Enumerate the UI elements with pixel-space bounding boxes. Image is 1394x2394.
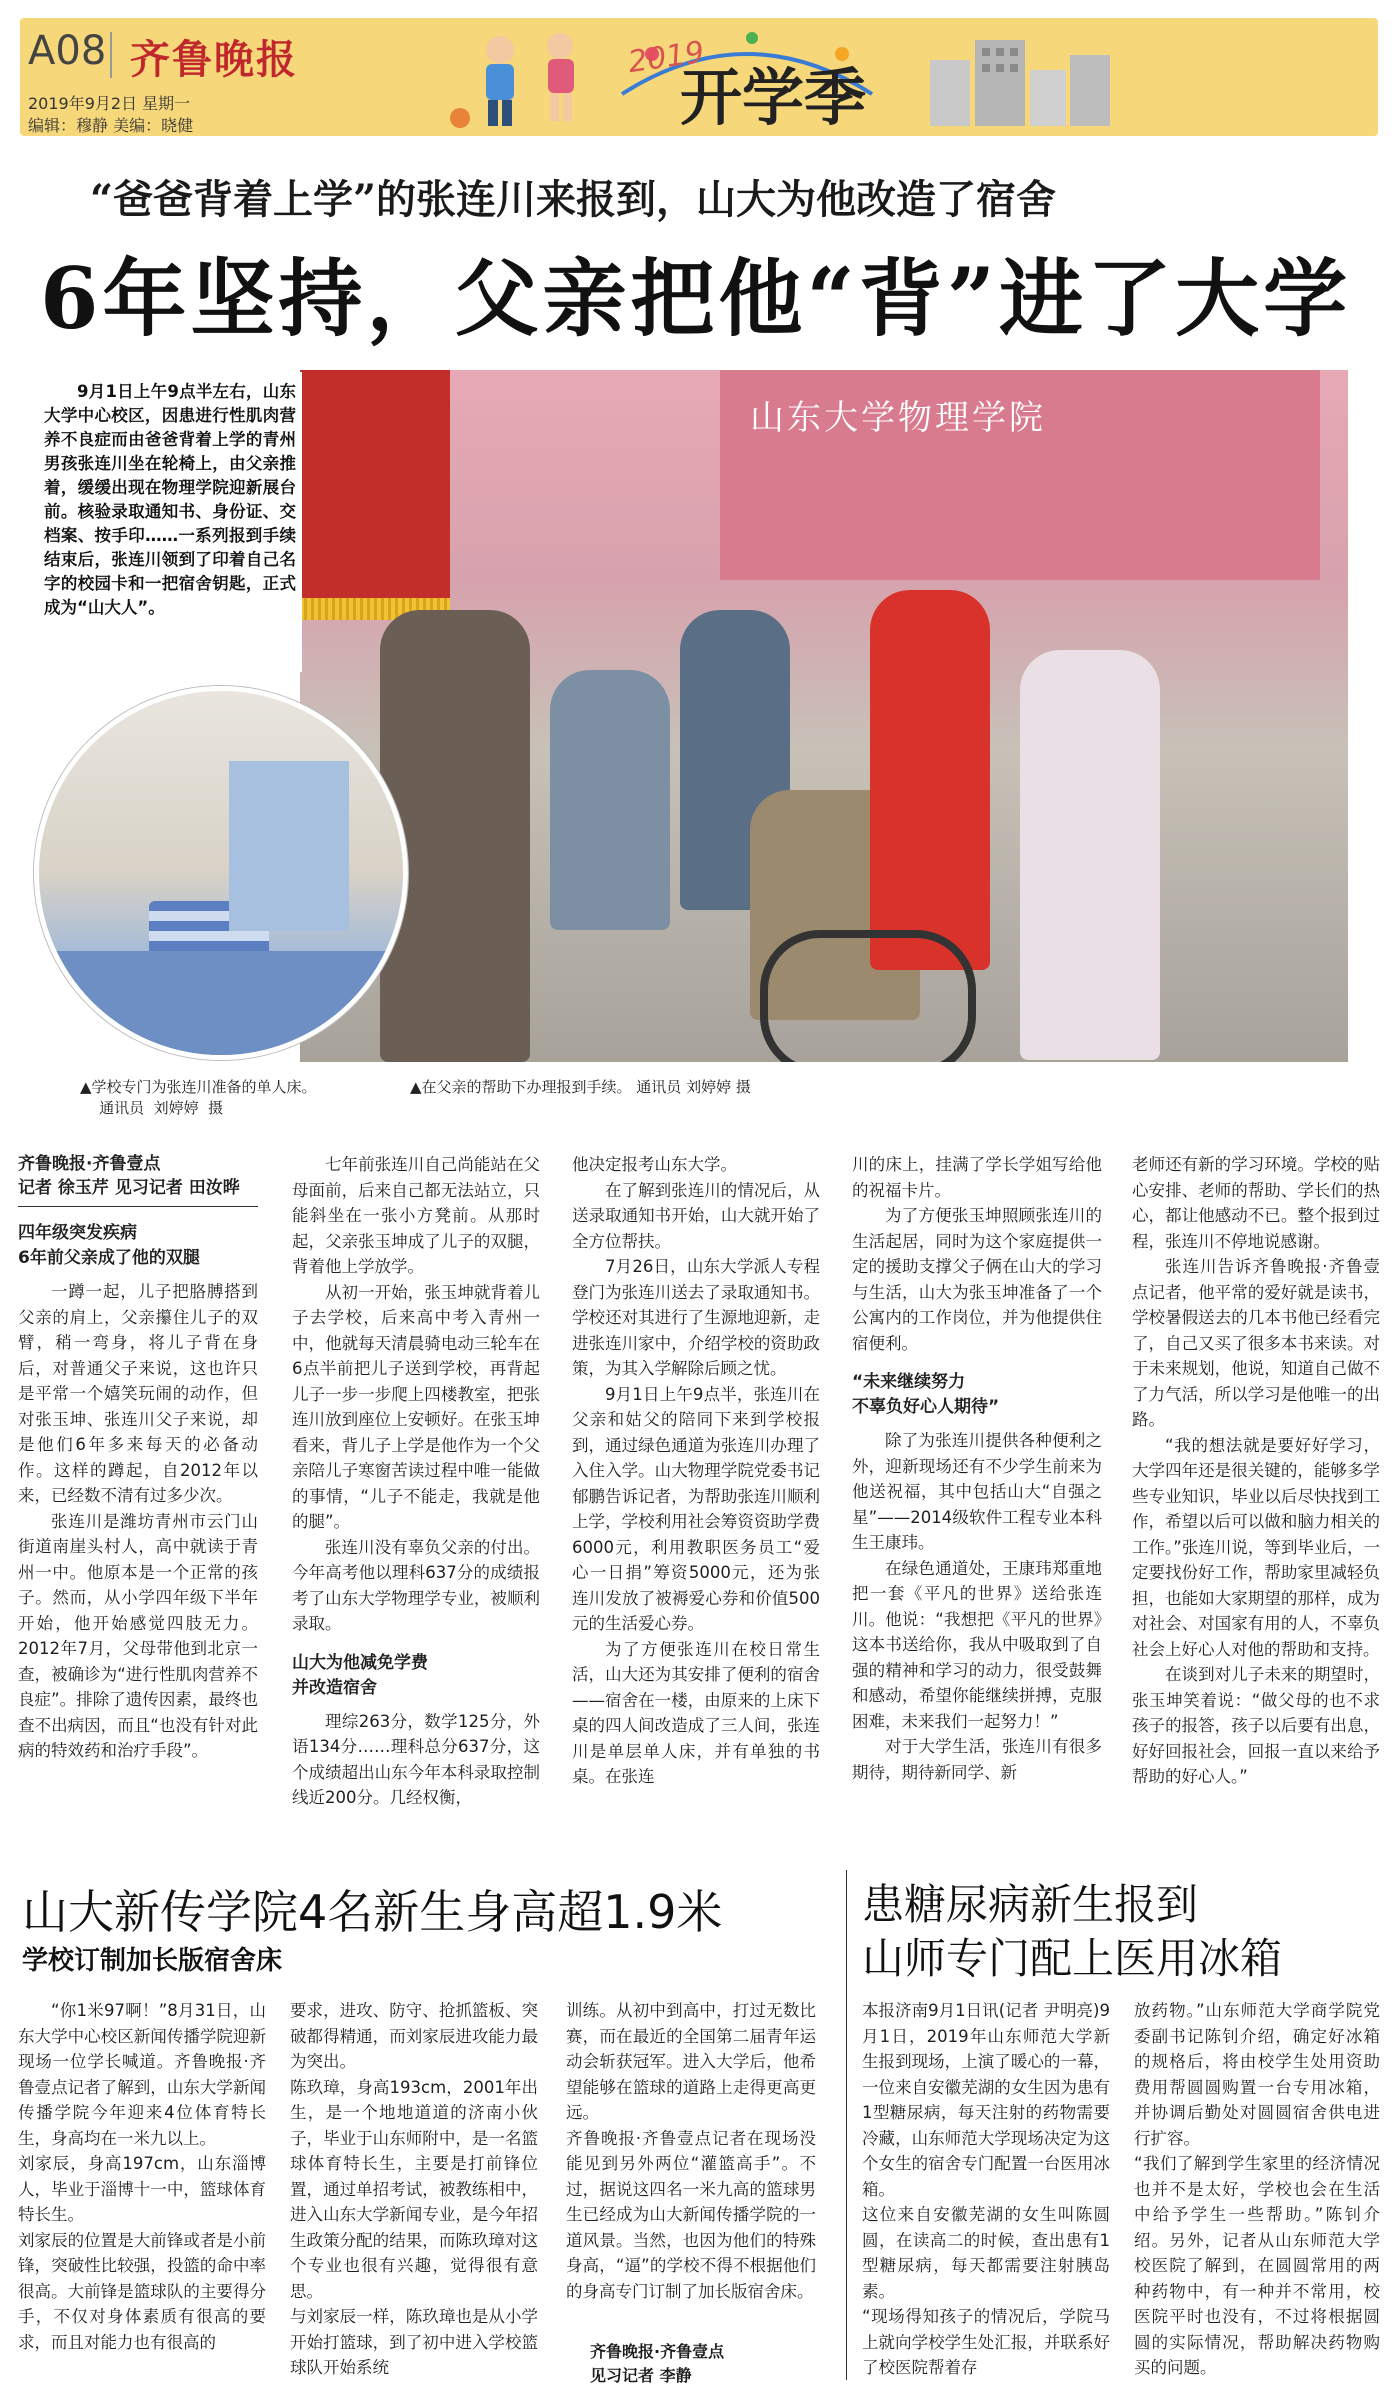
caption-bed-text: ▲学校专门为张连川准备的单人床。 通讯员 刘婷婷 摄 xyxy=(80,1078,317,1117)
body-column-1 xyxy=(18,1152,258,1764)
banner-year: 2019 xyxy=(625,34,707,81)
paragraph-5: 张连川没有辜负父亲的付出。今年高考他以理科637分的成绩报考了山东大学物理学专业，被顺利录取。 xyxy=(292,1537,540,1633)
story3-column-1: 本报济南9月1日讯(记者 尹明亮)9月1日，2019年山东师范大学新生报到现场，上演了暖心的一幕，一位来自安徽芜湖的女生因为患有1型糖尿病，每天注射的药物需要冷藏，山东师范大学现场决定为这个女生的宿舍专门配置一台医用冰箱。 这位来自安徽芜湖的女生叫陈圆圆，在读高二的时候，查出患有1型糖尿病，每天都需要注射胰岛素。 “现场得知孩子的情况后，学院马上就向学校学生处汇报，并联系好了校医院帮着存 xyxy=(862,2001,1110,2377)
byline-org: 齐鲁晚报·齐鲁壹点 xyxy=(18,1154,161,1174)
dorm-bed-photo xyxy=(34,686,408,1060)
story-separator xyxy=(846,1870,847,2380)
caption-registration: ▲在父亲的帮助下办理报到手续。 通讯员 刘婷婷 摄 xyxy=(410,1078,751,1096)
paragraph-19: “我的想法就是要好好学习，大学四年还是很关键的，能够多学些专业知识，毕业以后尽快找到工作，希望以后可以做和脑力相关的工作。”张连川说，等到毕业后，一定要找份好工作，帮助家里减轻负担，也能如大家期望的那样，成为对社会、对国家有用的人，不辜负社会上好心人对他的帮助和支持。 xyxy=(1132,1435,1380,1659)
byline-rule xyxy=(18,1206,258,1207)
page-number: A08 xyxy=(28,28,107,74)
paragraph-20: 在谈到对儿子未来的期望时，张玉坤笑着说：“做父母的也不求孩子的报答，孩子以后要有出息，好好回报社会，回报一直以来给予帮助的好心人。” xyxy=(1132,1665,1380,1786)
masthead-divider xyxy=(110,32,112,78)
story2-headline: 山大新传学院4名新生身高超1.9米 xyxy=(22,1885,723,1939)
editor-line: 编辑：穆静 美编：晓健 xyxy=(28,116,194,135)
person-volunteer-pink xyxy=(1020,650,1160,1060)
paragraph-7: 他决定报考山东大学。 xyxy=(572,1155,737,1174)
photo-backdrop-text: 山东大学物理学院 xyxy=(750,398,1046,438)
person-officer xyxy=(550,670,670,930)
lead-text-box xyxy=(40,372,302,672)
body-column-2 xyxy=(292,1152,540,1811)
story2-column-2: 要求，进攻、防守、抢抓篮板、突破都得精通，而刘家辰进攻能力最为突出。 陈玖璋，身高193cm，2001年出生，是一个地地道道的济南小伙子，毕业于山东师附中，是一名篮球体育特长生，主要是打前锋位置，通过单招考试，被教练相中，进入山东大学新闻专业，是今年招生政策分配的结果，而陈玖璋对这个专业也很有兴趣，觉得很有意思。 与刘家辰一样，陈玖璋也是从小学开始打篮球，到了初中进入学校篮球队开始系统 xyxy=(290,2001,538,2377)
body-column-5 xyxy=(1132,1152,1380,1790)
city-illustration xyxy=(920,30,1120,130)
paragraph-17: 老师还有新的学习环境。学校的贴心安排、老师的帮助、学长们的热心，都让他感动不已。整个报到过程，张连川不停地说感谢。 xyxy=(1132,1155,1380,1251)
lead-paragraph: 9月1日上午9点半左右，山东大学中心校区，因患进行性肌肉营养不良症而由爸爸背着上学的青州男孩张连川坐在轮椅上，由父亲推着，缓缓出现在物理学院迎新展台前。核验录取通知书、身份证、交档案、按手印……一系列报到手续结束后，张连川领到了印着自己名字的校园卡和一把宿舍钥匙，正式成为“山大人”。 xyxy=(44,382,296,617)
bed-sheet xyxy=(39,951,403,1060)
paragraph-18: 张连川告诉齐鲁晚报·齐鲁壹点记者，他平常的爱好就是读书，学校暑假送去的几本书他已经看完了，自己又买了很多本书来读。对于未来规划，他说，知道自己做不了力气活，所以学习是他唯一的出路。 xyxy=(1132,1257,1380,1429)
paragraph-12: 川的床上，挂满了学长学姐写给他的祝福卡片。 xyxy=(852,1155,1102,1200)
paragraph-3: 七年前张连川自己尚能站在父母面前，后来自己都无法站立，只能斜坐在一张小方凳前。从那时起，父亲张玉坤成了儿子的双腿，背着他上学放学。 xyxy=(292,1155,540,1276)
paragraph-4: 从初一开始，张玉坤就背着儿子去学校，后来高中考入青州一中，他就每天清晨骑电动三轮车在6点半前把儿子送到学校，再背起儿子一步一步爬上四楼教室，把张连川放到座位上安顿好。在张玉坤看来，背儿子上学是他作为一个父亲陪儿子寒窗苦读过程中唯一能做的事情，“儿子不能走，我就是他的腿”。 xyxy=(292,1282,540,1531)
paragraph-1: 一蹲一起，儿子把胳膊搭到父亲的肩上，父亲攥住儿子的双臂，稍一弯身，将儿子背在身后，对普通父子来说，这也许只是平常一个嬉笑玩闹的动作，但对张玉坤、张连川父子来说，却是他们6年多来每天的必备动作。这样的蹲起，自2012年以来，已经数不清有过多少次。 xyxy=(18,1282,258,1505)
paragraph-15: 在绿色通道处，王康玮郑重地把一套《平凡的世界》送给张连川。他说：“我想把《平凡的世界》这本书送给你，我从中吸取到了自强的精神和学习的动力，很受鼓舞和感动，希望你能继续拼搏，克服困难，未来我们一起努力！” xyxy=(852,1558,1102,1731)
date-line: 2019年9月2日 星期一 xyxy=(28,94,191,113)
story3-column-2: 放药物。”山东师范大学商学院党委副书记陈钊介绍，确定好冰箱的规格后，将由校学生处用资助费用帮圆圆购置一台专用冰箱，并协调后勤处对圆圆宿舍供电进行扩容。 “我们了解到学生家里的经济情况也并不是太好，学校也会在生活中给予学生一些帮助。”陈钊介绍。另外，记者从山东师范大学校医院了解到，在圆圆常用的两种药物中，有一种并不常用，校医院平时也没有，不过将根据圆圆的实际情况，帮助解决药物购买的问题。 xyxy=(1134,2001,1380,2377)
lead-kicker: “爸爸背着上学”的张连川来报到，山大为他改造了宿舍 xyxy=(90,176,1057,223)
lead-photo xyxy=(300,370,1348,1062)
newspaper-brand: 齐鲁晚报 xyxy=(130,36,298,83)
caption-bed xyxy=(80,1076,317,1118)
wheelchair xyxy=(760,930,976,1062)
person-volunteer-red xyxy=(870,590,990,970)
byline-reporters: 记者 徐玉芹 见习记者 田汝晔 xyxy=(18,1178,240,1198)
dorm-cabinet xyxy=(229,761,349,931)
body-column-3 xyxy=(572,1152,820,1790)
lead-headline: 6年坚持，父亲把他“背”进了大学 xyxy=(40,249,1352,348)
paragraph-9: 7月26日，山东大学派人专程登门为张连川送去了录取通知书。学校还对其进行了生源地迎新，走进张连川家中，介绍学校的资助政策，为其入学解除后顾之忧。 xyxy=(572,1257,820,1378)
paragraph-2: 张连川是潍坊青州市云门山街道南崖头村人，高中就读于青州一中。他原本是一个正常的孩子。然而，从小学四年级下半年开始，他开始感觉四肢无力。2012年7月，父母带他到北京一查，被确诊为“进行性肌肉营养不良症”。排除了遗传因素，最终也查不出病因，而且“也没有针对此病的特效药和治疗手段”。 xyxy=(18,1511,258,1760)
story2-byline: 齐鲁晚报·齐鲁壹点 见习记者 李静 xyxy=(590,2342,725,2385)
banner-title: 开学季 xyxy=(680,61,867,134)
kids-illustration xyxy=(440,22,620,134)
paragraph-14: 除了为张连川提供各种便利之外，迎新现场还有不少学生前来为他送祝福，其中包括山大“自强之星”——2014级软件工程专业本科生王康玮。 xyxy=(852,1431,1102,1552)
paragraph-6: 理综263分，数学125分，外语134分……理科总分637分，这个成绩超出山东今年本科录取控制线近200分。几经权衡， xyxy=(292,1711,540,1807)
paragraph-11: 为了方便张连川在校日常生活，山大还为其安排了便利的宿舍——宿舍在一楼，由原来的上床下桌的四人间改造成了三人间，张连川是单层单人床，并有单独的书桌。在张连 xyxy=(572,1639,820,1786)
body-column-4 xyxy=(852,1152,1102,1785)
story2-column-1: “你1米97啊！”8月31日，山东大学中心校区新闻传播学院迎新现场一位学长喊道。齐鲁晚报·齐鲁壹点记者了解到，山东大学新闻传播学院今年迎来4位体育特长生，身高均在一米九以上。 刘家辰，身高197cm，山东淄博人，毕业于淄博十一中，篮球体育特长生。 刘家辰的位置是大前锋或者是小前锋，突破性比较强，投篮的命中率很高。大前锋是篮球队的主要得分手，不仅对身体素质有很高的要求，而且对能力也有很高的 xyxy=(18,2001,266,2352)
subhead-3: “未来继续努力 不辜负好心人期待” xyxy=(852,1372,1000,1417)
paragraph-8: 在了解到张连川的情况后，从送录取通知书开始，山大就开始了全方位帮扶。 xyxy=(572,1180,820,1251)
red-flag xyxy=(300,370,450,600)
paragraph-10: 9月1日上午9点半，张连川在父亲和姑父的陪同下来到学校报到，通过绿色通道为张连川办理了入住入学。山大物理学院党委书记郁鹏告诉记者，为帮助张连川顺利上学，学校利用社会筹资资助学费6000元，利用教职医务员工“爱心一日捐”筹资5000元，还为张连川发放了被褥爱心券和价值500元的生活爱心券。 xyxy=(572,1384,820,1633)
story2-subhead: 学校订制加长版宿舍床 xyxy=(22,1946,283,1976)
subhead-1: 四年级突发疾病 6年前父亲成了他的双腿 xyxy=(18,1223,200,1268)
story2-column-3: 训练。从初中到高中，打过无数比赛，而在最近的全国第二届青年运动会斩获冠军。进入大学后，他希望能够在篮球的道路上走得更高更远。 齐鲁晚报·齐鲁壹点记者在现场没能见到另外两位“灌篮高手”。不过，据说这四名一米九高的篮球男生已经成为山大新闻传播学院的一道风景。当然，也因为他们的特殊身高，“逼”的学校不得不根据他们的身高专门订制了加长版宿舍床。 xyxy=(566,2001,816,2301)
story3-headline-2: 山师专门配上医用冰箱 xyxy=(862,1934,1283,1983)
paragraph-16: 对于大学生活，张连川有很多期待，期待新同学、新 xyxy=(852,1737,1102,1782)
paragraph-13: 为了方便张玉坤照顾张连川的生活起居，同时为这个家庭提供一定的援助支撑父子俩在山大的学习与生活，山大为张玉坤准备了一个公寓内的工作岗位，并为他提供住宿便利。 xyxy=(852,1206,1102,1353)
subhead-2: 山大为他减免学费 并改造宿舍 xyxy=(292,1652,428,1698)
story3-headline-1: 患糖尿病新生报到 xyxy=(862,1880,1199,1929)
